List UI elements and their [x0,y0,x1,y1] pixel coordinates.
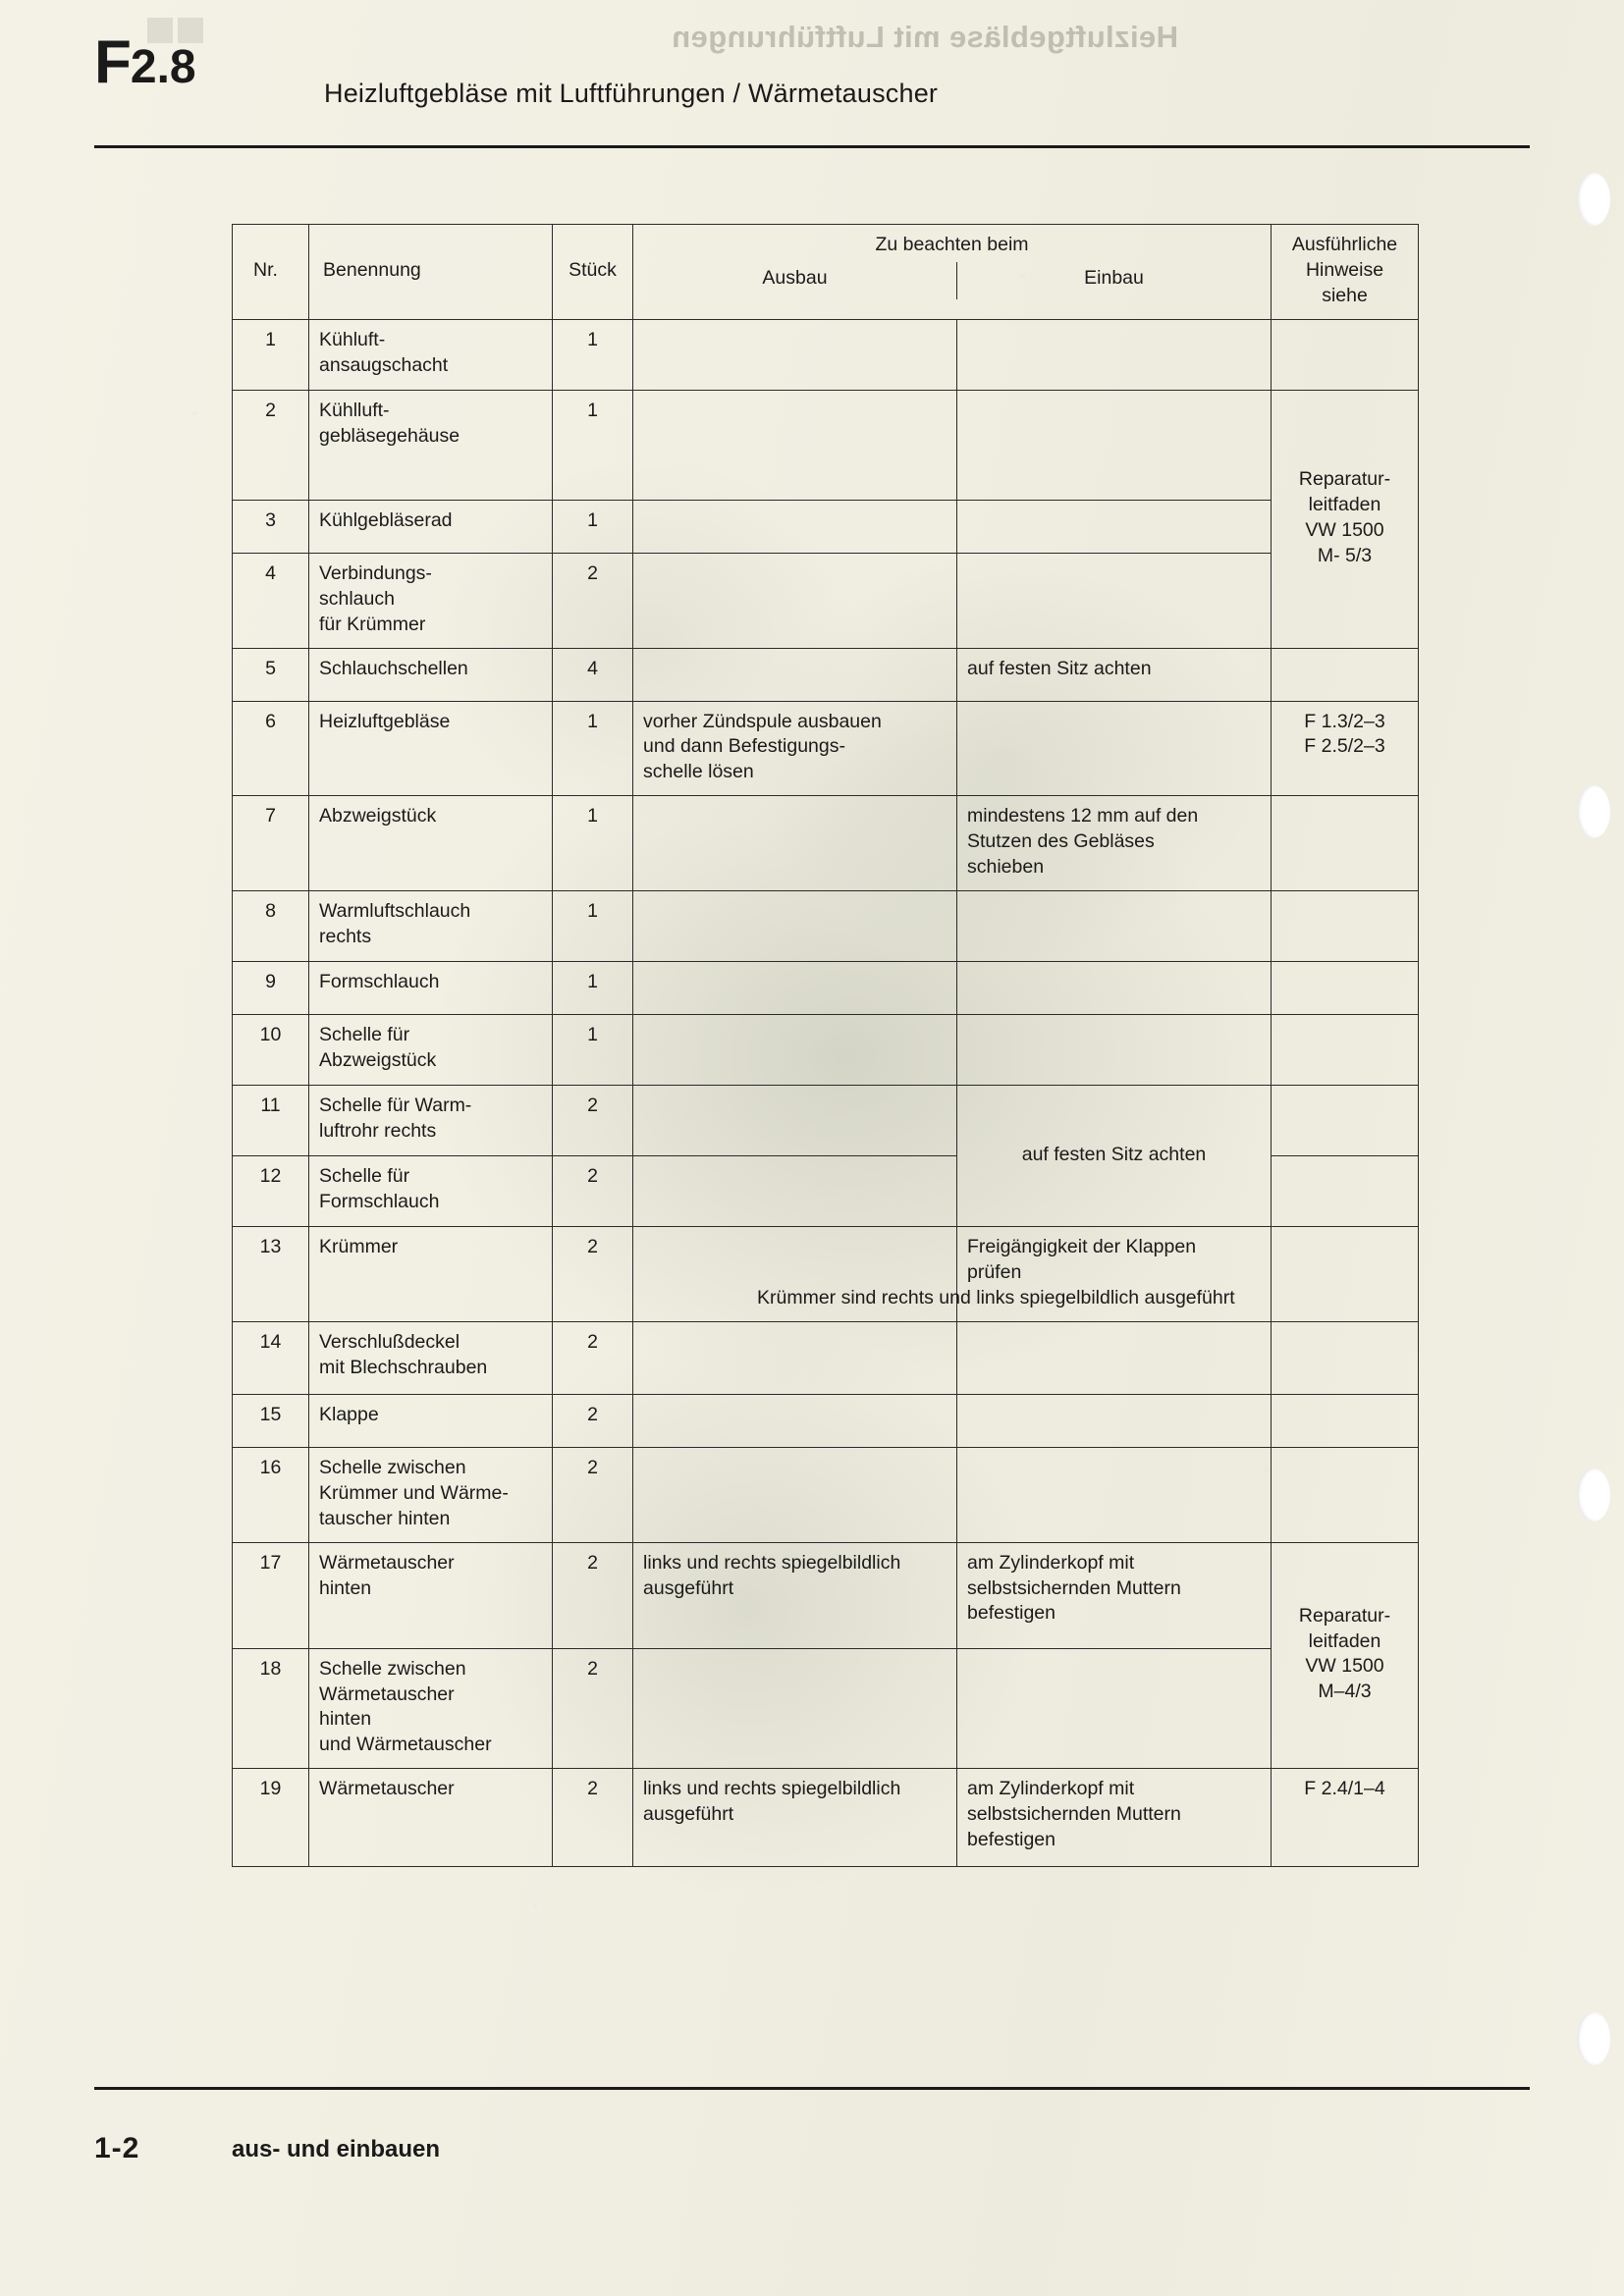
cell-nr: 10 [233,1015,309,1086]
cell-ausbau [633,1156,957,1227]
cell-nr: 17 [233,1542,309,1648]
footer-caption: aus- und einbauen [232,2136,441,2163]
cell-einbau: mindestens 12 mm auf den Stutzen des Gebläses schieben [957,796,1272,891]
bleed-through-title: Heizluftgebläse mit Luftführungen [671,20,1178,54]
cell-einbau: am Zylinderkopf mit selbstsichernden Muttern befestigen [957,1769,1272,1867]
cell-benennung: Verbindungs- schlauch für Krümmer [309,553,553,648]
cell-ausbau: links und rechts spiegelbildlich ausgeführt [633,1769,957,1867]
cell-nr: 13 [233,1227,309,1322]
cell-ausbau [633,553,957,648]
cell-stueck: 2 [553,1227,633,1322]
cell-ausbau [633,1015,957,1086]
cell-stueck: 2 [553,1086,633,1156]
table-row [233,962,1419,1015]
footer-divider [94,2087,1530,2090]
cell-benennung: Warmluftschlauch rechts [309,891,553,962]
table-row [233,390,1419,500]
column-header-benennung: Benennung [309,225,553,320]
cell-einbau: auf festen Sitz achten [957,648,1272,701]
cell-stueck: 1 [553,891,633,962]
cell-hinweise [1272,1227,1419,1322]
cell-ausbau [633,1394,957,1447]
cell-hinweise [1272,1394,1419,1447]
section-number: 2.8 [130,41,196,93]
cell-benennung: Verschlußdeckel mit Blechschrauben [309,1321,553,1394]
cell-hinweise: Reparatur- leitfaden VW 1500 M- 5/3 [1272,390,1419,648]
table-row [233,1648,1419,1769]
cell-nr: 16 [233,1447,309,1542]
column-header-hinweise-line2: Hinweise [1305,258,1384,281]
cell-benennung: Kühlgebläserad [309,500,553,553]
cell-stueck: 1 [553,390,633,500]
cell-nr: 18 [233,1648,309,1769]
cell-stueck: 2 [553,553,633,648]
cell-stueck: 1 [553,796,633,891]
cell-benennung: Kühluft- ansaugschacht [309,319,553,390]
cell-stueck: 1 [553,319,633,390]
cell-einbau [957,1394,1272,1447]
cell-benennung: Schelle zwischen Wärmetauscher hinten und Wärmetauscher [309,1648,553,1769]
cell-benennung: Schelle für Warm- luftrohr rechts [309,1086,553,1156]
table-row [233,1227,1419,1322]
cell-ausbau [633,1648,957,1769]
cell-hinweise [1272,319,1419,390]
cell-ausbau [633,796,957,891]
cell-nr: 2 [233,390,309,500]
cell-nr: 11 [233,1086,309,1156]
cell-einbau [957,701,1272,796]
cell-stueck: 2 [553,1542,633,1648]
table-head [233,225,1419,320]
cell-benennung: Heizluftgebläse [309,701,553,796]
cell-nr: 1 [233,319,309,390]
cell-stueck: 1 [553,1015,633,1086]
cell-stueck: 1 [553,701,633,796]
column-header-zu-beachten-label: Zu beachten beim [875,234,1029,255]
table-header-row [233,225,1419,320]
column-header-einbau: Einbau [1084,266,1144,289]
column-header-ausbau: Ausbau [633,262,957,299]
cell-ausbau [633,648,957,701]
cell-hinweise [1272,1447,1419,1542]
cell-benennung: Schelle für Abzweigstück [309,1015,553,1086]
page-title: Heizluftgebläse mit Luftführungen / Wärmetauscher [324,79,939,108]
cell-einbau: am Zylinderkopf mit selbstsichernden Muttern befestigen [957,1542,1272,1648]
table-row [233,891,1419,962]
cell-ausbau [633,319,957,390]
cell-benennung: Klappe [309,1394,553,1447]
cell-stueck: 2 [553,1321,633,1394]
cell-nr: 14 [233,1321,309,1394]
cell-nr: 15 [233,1394,309,1447]
cell-nr: 9 [233,962,309,1015]
section-letter: F [94,28,131,96]
column-header-nr: Nr. [233,225,309,320]
cell-benennung: Wärmetauscher [309,1769,553,1867]
table-row [233,1447,1419,1542]
table-row [233,648,1419,701]
cell-einbau [957,1447,1272,1542]
table-row [233,553,1419,648]
cell-hinweise [1272,648,1419,701]
header-divider [94,145,1530,148]
table-row [233,1015,1419,1086]
cell-nr: 6 [233,701,309,796]
cell-einbau [957,1648,1272,1769]
cell-stueck: 4 [553,648,633,701]
cell-benennung: Abzweigstück [309,796,553,891]
cell-einbau [957,319,1272,390]
cell-hinweise [1272,891,1419,962]
cell-einbau [957,1015,1272,1086]
cell-hinweise [1272,962,1419,1015]
cell-nr: 7 [233,796,309,891]
cell-einbau [957,891,1272,962]
cell-hinweise: F 1.3/2–3 F 2.5/2–3 [1272,701,1419,796]
cell-stueck: 2 [553,1447,633,1542]
table-row [233,1542,1419,1648]
cell-ausbau [633,962,957,1015]
cell-ausbau [633,1321,957,1394]
table-body [233,319,1419,1867]
cell-stueck: 2 [553,1156,633,1227]
binder-hole [1577,785,1610,838]
section-code [94,27,196,97]
cell-einbau-note: Krümmer sind rechts und links spiegelbildlich ausgeführt [757,1286,1235,1308]
cell-ausbau [633,891,957,962]
cell-einbau [957,553,1272,648]
parts-table-container [232,224,1418,1867]
column-header-zu-beachten [633,225,1272,320]
parts-table [232,224,1419,1867]
cell-stueck: 2 [553,1648,633,1769]
cell-stueck: 2 [553,1769,633,1867]
table-row [233,796,1419,891]
cell-einbau: Freigängigkeit der Klappen prüfen Krümmer sind rechts und links spiegelbildlich ausgeführt [957,1227,1272,1322]
cell-nr: 19 [233,1769,309,1867]
cell-ausbau [633,1447,957,1542]
column-header-hinweise [1272,225,1419,320]
cell-nr: 5 [233,648,309,701]
cell-stueck: 2 [553,1394,633,1447]
binder-hole [1577,173,1610,226]
cell-hinweise [1272,796,1419,891]
column-header-hinweise-line3: siehe [1322,284,1368,306]
binder-hole [1577,1468,1610,1522]
cell-hinweise: F 2.4/1–4 [1272,1769,1419,1867]
column-header-hinweise-line1: Ausführliche [1291,234,1398,255]
cell-benennung: Schlauchschellen [309,648,553,701]
cell-hinweise [1272,1156,1419,1227]
table-row [233,701,1419,796]
cell-nr: 4 [233,553,309,648]
cell-ausbau [633,1086,957,1156]
cell-nr: 12 [233,1156,309,1227]
table-row [233,1086,1419,1156]
column-header-stueck: Stück [553,225,633,320]
cell-benennung: Krümmer [309,1227,553,1322]
table-row [233,319,1419,390]
cell-ausbau: links und rechts spiegelbildlich ausgeführt [633,1542,957,1648]
cell-benennung: Schelle zwischen Krümmer und Wärme- tauscher hinten [309,1447,553,1542]
table-row [233,500,1419,553]
cell-einbau [957,1321,1272,1394]
table-row [233,1394,1419,1447]
cell-ausbau: vorher Zündspule ausbauen und dann Befestigungs- schelle lösen [633,701,957,796]
table-row [233,1769,1419,1867]
cell-einbau [957,390,1272,500]
page-number: 1-2 [94,2132,140,2164]
cell-ausbau [633,500,957,553]
table-row [233,1321,1419,1394]
cell-stueck: 1 [553,962,633,1015]
cell-hinweise [1272,1321,1419,1394]
cell-hinweise [1272,1015,1419,1086]
binder-hole [1577,2012,1610,2065]
cell-benennung: Wärmetauscher hinten [309,1542,553,1648]
cell-nr: 8 [233,891,309,962]
cell-hinweise: Reparatur- leitfaden VW 1500 M–4/3 [1272,1542,1419,1769]
cell-benennung: Kühlluft- gebläsegehäuse [309,390,553,500]
cell-einbau: auf festen Sitz achten [957,1086,1272,1227]
cell-einbau [957,500,1272,553]
column-subheader-row [633,262,1271,299]
cell-stueck: 1 [553,500,633,553]
cell-nr: 3 [233,500,309,553]
cell-benennung: Schelle für Formschlauch [309,1156,553,1227]
cell-einbau [957,962,1272,1015]
cell-ausbau [633,390,957,500]
cell-benennung: Formschlauch [309,962,553,1015]
cell-hinweise [1272,1086,1419,1156]
